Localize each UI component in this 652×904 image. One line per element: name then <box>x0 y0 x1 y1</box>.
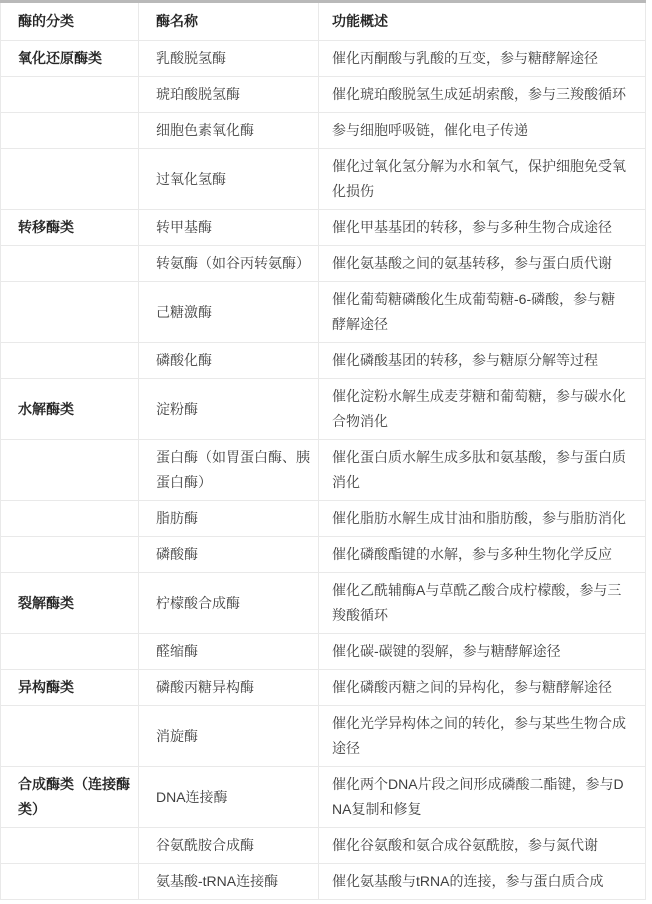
cell-category <box>1 149 139 210</box>
cell-enzyme-name: 转甲基酶 <box>139 210 319 246</box>
cell-category: 合成酶类（连接酶类） <box>1 767 139 828</box>
cell-category <box>1 282 139 343</box>
cell-category <box>1 77 139 113</box>
cell-category <box>1 864 139 900</box>
cell-function: 催化碳-碳键的裂解，参与糖酵解途径 <box>319 634 646 670</box>
cell-function: 催化甲基基团的转移，参与多种生物合成途径 <box>319 210 646 246</box>
table-row <box>1 864 646 900</box>
table-row <box>1 149 646 210</box>
cell-enzyme-name: 谷氨酰胺合成酶 <box>139 828 319 864</box>
cell-enzyme-name: 乳酸脱氢酶 <box>139 41 319 77</box>
cell-category: 裂解酶类 <box>1 573 139 634</box>
cell-function: 催化葡萄糖磷酸化生成葡萄糖-6-磷酸，参与糖酵解途径 <box>319 282 646 343</box>
table-row <box>1 634 646 670</box>
cell-enzyme-name: 细胞色素氧化酶 <box>139 113 319 149</box>
cell-enzyme-name: 转氨酶（如谷丙转氨酶） <box>139 246 319 282</box>
cell-enzyme-name: 己糖激酶 <box>139 282 319 343</box>
cell-category: 异构酶类 <box>1 670 139 706</box>
cell-category <box>1 828 139 864</box>
table-row <box>1 440 646 501</box>
table-row <box>1 282 646 343</box>
cell-function: 参与细胞呼吸链，催化电子传递 <box>319 113 646 149</box>
table-row <box>1 379 646 440</box>
cell-category: 水解酶类 <box>1 379 139 440</box>
table-row <box>1 77 646 113</box>
cell-category: 转移酶类 <box>1 210 139 246</box>
table-row <box>1 828 646 864</box>
cell-enzyme-name: 蛋白酶（如胃蛋白酶、胰蛋白酶） <box>139 440 319 501</box>
cell-function: 催化脂肪水解生成甘油和脂肪酸，参与脂肪消化 <box>319 501 646 537</box>
table-row <box>1 113 646 149</box>
table-row <box>1 246 646 282</box>
cell-function: 催化琥珀酸脱氢生成延胡索酸，参与三羧酸循环 <box>319 77 646 113</box>
cell-category <box>1 343 139 379</box>
cell-function: 催化丙酮酸与乳酸的互变，参与糖酵解途径 <box>319 41 646 77</box>
cell-enzyme-name: 过氧化氢酶 <box>139 149 319 210</box>
cell-category <box>1 537 139 573</box>
cell-category <box>1 634 139 670</box>
cell-category <box>1 706 139 767</box>
cell-enzyme-name: 氨基酸-tRNA连接酶 <box>139 864 319 900</box>
column-header-function: 功能概述 <box>319 2 646 41</box>
cell-category <box>1 440 139 501</box>
cell-enzyme-name: DNA连接酶 <box>139 767 319 828</box>
cell-function: 催化谷氨酸和氨合成谷氨酰胺，参与氮代谢 <box>319 828 646 864</box>
cell-function: 催化氨基酸与tRNA的连接，参与蛋白质合成 <box>319 864 646 900</box>
cell-function: 催化磷酸酯键的水解，参与多种生物化学反应 <box>319 537 646 573</box>
cell-function: 催化磷酸基团的转移，参与糖原分解等过程 <box>319 343 646 379</box>
cell-category <box>1 246 139 282</box>
cell-function: 催化蛋白质水解生成多肽和氨基酸，参与蛋白质消化 <box>319 440 646 501</box>
cell-enzyme-name: 消旋酶 <box>139 706 319 767</box>
table-row <box>1 501 646 537</box>
cell-category <box>1 501 139 537</box>
cell-enzyme-name: 磷酸化酶 <box>139 343 319 379</box>
column-header-enzyme-name: 酶名称 <box>139 2 319 41</box>
cell-enzyme-name: 脂肪酶 <box>139 501 319 537</box>
cell-enzyme-name: 琥珀酸脱氢酶 <box>139 77 319 113</box>
cell-enzyme-name: 醛缩酶 <box>139 634 319 670</box>
table-row <box>1 210 646 246</box>
table-row <box>1 706 646 767</box>
cell-function: 催化磷酸丙糖之间的异构化，参与糖酵解途径 <box>319 670 646 706</box>
table-header-row <box>1 2 646 41</box>
table-row <box>1 670 646 706</box>
cell-enzyme-name: 磷酸酶 <box>139 537 319 573</box>
cell-category <box>1 113 139 149</box>
column-header-category: 酶的分类 <box>1 2 139 41</box>
cell-function: 催化氨基酸之间的氨基转移，参与蛋白质代谢 <box>319 246 646 282</box>
table-row <box>1 573 646 634</box>
cell-enzyme-name: 磷酸丙糖异构酶 <box>139 670 319 706</box>
table-row <box>1 41 646 77</box>
cell-enzyme-name: 柠檬酸合成酶 <box>139 573 319 634</box>
cell-enzyme-name: 淀粉酶 <box>139 379 319 440</box>
cell-function: 催化淀粉水解生成麦芽糖和葡萄糖，参与碳水化合物消化 <box>319 379 646 440</box>
cell-function: 催化过氧化氢分解为水和氧气，保护细胞免受氧化损伤 <box>319 149 646 210</box>
cell-function: 催化乙酰辅酶A与草酰乙酸合成柠檬酸，参与三羧酸循环 <box>319 573 646 634</box>
cell-function: 催化光学异构体之间的转化，参与某些生物合成途径 <box>319 706 646 767</box>
table-row <box>1 537 646 573</box>
table-row <box>1 343 646 379</box>
cell-category: 氧化还原酶类 <box>1 41 139 77</box>
cell-function: 催化两个DNA片段之间形成磷酸二酯键，参与DNA复制和修复 <box>319 767 646 828</box>
table-row <box>1 767 646 828</box>
